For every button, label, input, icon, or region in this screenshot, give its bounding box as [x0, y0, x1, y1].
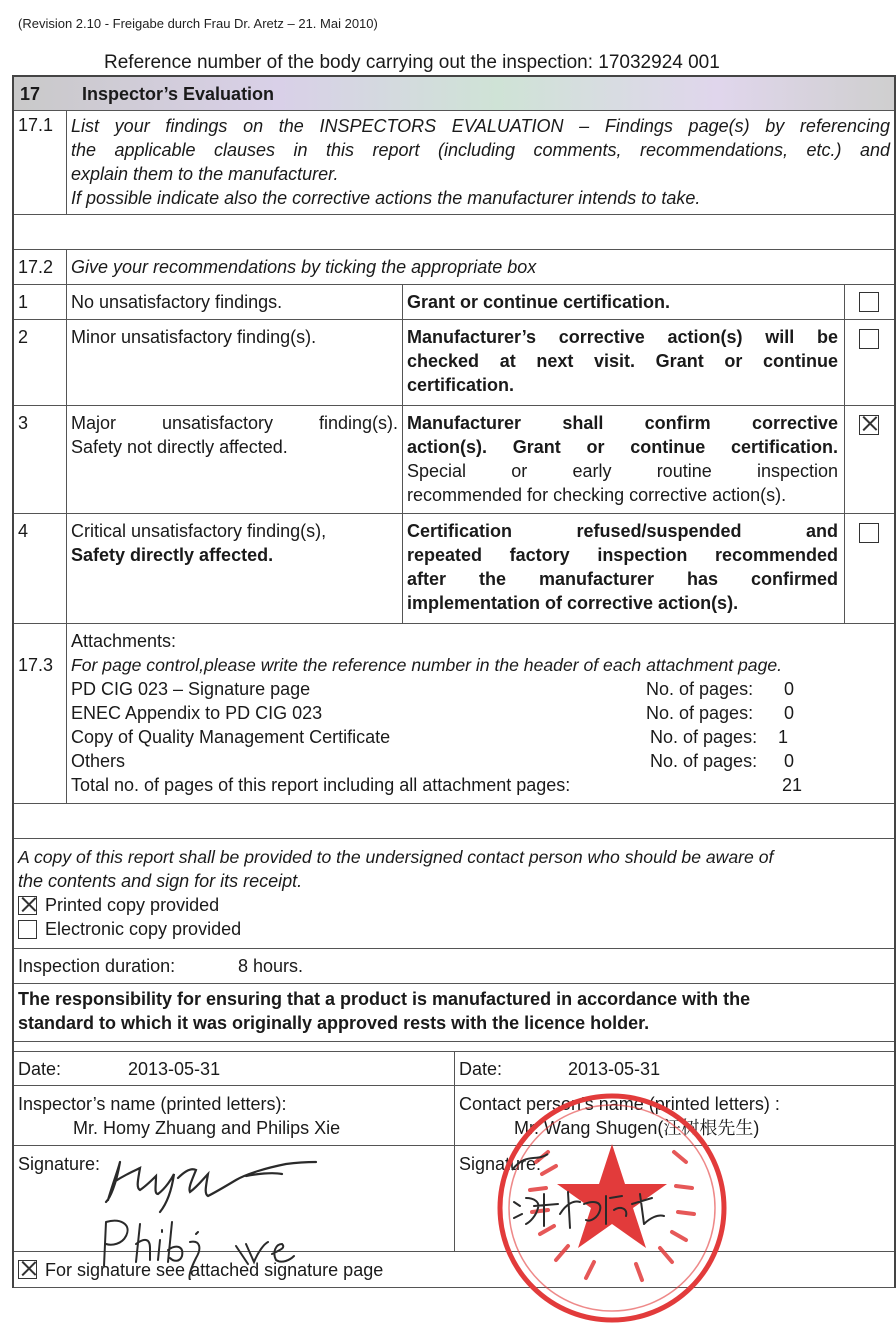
option-checkbox-cell [844, 285, 894, 319]
electronic-copy-option[interactable] [18, 917, 890, 941]
pages-label: No. of pages: [650, 751, 758, 771]
pages-label: No. of pages: [646, 679, 754, 699]
responsibility-line: standard to which it was originally approved rests with the licence holder. [18, 1013, 650, 1033]
signature-page-label: For signature see attached signature page [45, 1259, 384, 1280]
pages-value: 0 [784, 679, 795, 699]
checkbox-option-3-checked[interactable] [859, 415, 879, 435]
contact-signature-label: Signature: [459, 1154, 542, 1174]
copy-section [14, 839, 894, 948]
attachment-item [71, 701, 890, 725]
contact-name: Mr. Wang Shugen(汪树根先生) [514, 1118, 760, 1138]
row-17-2 [14, 250, 894, 285]
row-17-3 [14, 624, 894, 804]
attachment-label: PD CIG 023 – Signature page [71, 679, 311, 699]
action-line: Special or early routine inspection [407, 461, 838, 481]
action-line: Certification refused/suspended and [407, 521, 838, 541]
total-value: 21 [782, 775, 803, 795]
option-number: 2 [18, 327, 29, 347]
section-number: 17 [20, 84, 41, 104]
action-line: after the manufacturer has confirmed [407, 569, 838, 589]
duration-label: Inspection duration: [18, 956, 176, 976]
action-line: Manufacturer shall confirm corrective [407, 413, 838, 433]
pages-value: 0 [784, 751, 795, 771]
inspector-date: 2013-05-31 [128, 1059, 221, 1079]
responsibility-row [14, 984, 894, 1042]
instruction-line: explain them to the manufacturer. [71, 164, 339, 184]
option-finding [66, 406, 402, 513]
option-checkbox-cell [844, 406, 894, 513]
inspector-signature-label: Signature: [18, 1154, 101, 1174]
responsibility-statement [14, 984, 894, 1041]
contact-name-label: Contact person’s name (printed letters) : [459, 1094, 780, 1114]
evaluation-form [12, 75, 896, 1288]
copy-text-line: the contents and sign for its receipt. [18, 871, 303, 891]
contact-date: 2013-05-31 [568, 1059, 661, 1079]
inspector-name: Mr. Homy Zhuang and Philips Xie [73, 1118, 341, 1138]
option-action [402, 406, 844, 513]
checkbox-option-4[interactable] [859, 523, 879, 543]
option-finding [66, 514, 402, 623]
printed-copy-label: Printed copy provided [45, 895, 220, 915]
option-finding: No unsatisfactory findings. [66, 285, 402, 319]
pages-value: 0 [784, 703, 795, 723]
option-checkbox-cell [844, 320, 894, 405]
option-row-4 [14, 514, 894, 624]
inspector-signature-image [96, 1140, 426, 1280]
option-number: 1 [18, 292, 29, 312]
action-line: recommended for checking corrective action(s). [407, 485, 787, 505]
option-number: 4 [18, 521, 29, 541]
instruction-line: the applicable clauses in this report (including comments, recommendations, etc.) and [71, 140, 890, 160]
section-header [14, 77, 894, 111]
action-line: certification. [407, 375, 515, 395]
finding-line: Major unsatisfactory finding(s). [71, 413, 398, 433]
instruction-17-2: Give your recommendations by ticking the appropriate box [66, 250, 894, 284]
printed-copy-checkbox[interactable] [18, 896, 37, 915]
action-line: implementation of corrective action(s). [407, 593, 739, 613]
action-line: action(s). Grant or continue certification. [407, 437, 838, 457]
row-17-1 [14, 111, 894, 215]
copy-text-line: A copy of this report shall be provided to the undersigned contact person who should be aware of [18, 847, 774, 867]
total-label: Total no. of pages of this report including all attachment pages: [71, 775, 571, 795]
row-number: 17.3 [18, 655, 54, 675]
attachment-label: ENEC Appendix to PD CIG 023 [71, 703, 323, 723]
instruction-line: List your findings on the INSPECTORS EVALUATION – Findings page(s) by referencing [71, 116, 890, 136]
action-line: repeated factory inspection recommended [407, 545, 838, 565]
copy-row [14, 839, 894, 949]
attachments-total [71, 773, 890, 797]
option-checkbox-cell [844, 514, 894, 623]
action-line: Manufacturer’s corrective action(s) will be [407, 327, 838, 347]
attachment-label: Others [71, 751, 126, 771]
electronic-copy-label: Electronic copy provided [45, 919, 242, 939]
pages-value: 1 [778, 727, 789, 747]
contact-signature-image [510, 1184, 680, 1234]
finding-line: Critical unsatisfactory finding(s), [71, 521, 327, 541]
name-row [14, 1086, 894, 1146]
finding-line: Safety not directly affected. [71, 437, 288, 457]
electronic-copy-checkbox[interactable] [18, 920, 37, 939]
option-number: 3 [18, 413, 29, 433]
signature-page-checkbox[interactable] [18, 1260, 37, 1279]
attachment-item [71, 749, 890, 773]
inspector-name-cell [14, 1086, 454, 1145]
row-number: 17.2 [18, 257, 54, 277]
section-title: Inspector’s Evaluation [82, 84, 275, 104]
reference-number-line: Reference number of the body carrying out the inspection: 17032924 001 [104, 52, 720, 73]
attachments-heading: Attachments: [71, 631, 177, 651]
blank-row [14, 215, 894, 250]
inspector-date-label: Date: [18, 1059, 62, 1079]
inspector-name-label: Inspector’s name (printed letters): [18, 1094, 287, 1114]
row-number: 17.1 [18, 115, 54, 135]
action-line: checked at next visit. Grant or continue [407, 351, 838, 371]
attachment-item [71, 677, 890, 701]
printed-copy-option[interactable] [18, 893, 890, 917]
pages-label: No. of pages: [646, 703, 754, 723]
revision-note: (Revision 2.10 - Freigabe durch Frau Dr. Aretz – 21. Mai 2010) [18, 16, 378, 31]
contact-date-label: Date: [454, 1052, 564, 1085]
option-row-2 [14, 320, 894, 406]
attachment-item [71, 725, 890, 749]
date-row [14, 1052, 894, 1086]
duration-value: 8 hours. [238, 956, 304, 976]
responsibility-line: The responsibility for ensuring that a product is manufactured in accordance with the [18, 989, 751, 1009]
pages-label: No. of pages: [650, 727, 758, 747]
duration-row [14, 949, 894, 984]
option-action: Grant or continue certification. [402, 285, 844, 319]
instruction-17-1 [66, 111, 894, 214]
option-finding: Minor unsatisfactory finding(s). [66, 320, 402, 405]
option-action [402, 320, 844, 405]
blank-row [14, 804, 894, 839]
option-row-3 [14, 406, 894, 514]
instruction-line: If possible indicate also the corrective actions the manufacturer intends to take. [71, 188, 701, 208]
option-row-1 [14, 285, 894, 320]
spacer-row [14, 1042, 894, 1052]
option-action [402, 514, 844, 623]
finding-bold-line: Safety directly affected. [71, 545, 274, 565]
attachments [66, 624, 894, 803]
checkbox-option-1[interactable] [859, 292, 879, 312]
attachments-note: For page control,please write the reference number in the header of each attachment page. [71, 655, 783, 675]
attachment-label: Copy of Quality Management Certificate [71, 727, 391, 747]
checkbox-option-2[interactable] [859, 329, 879, 349]
